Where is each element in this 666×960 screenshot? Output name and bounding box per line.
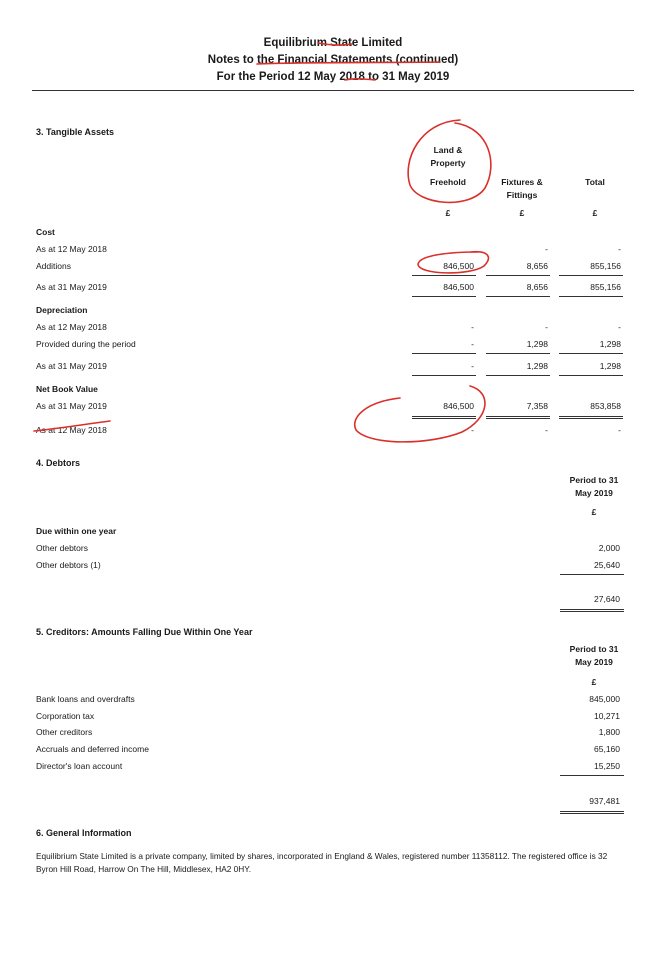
creditor-row-value: 845,000	[589, 694, 620, 704]
nbv-row-land: -	[471, 425, 474, 435]
cost-row-land: 846,500	[443, 282, 474, 292]
dep-total-rule	[486, 375, 550, 376]
currency-fixtures: £	[519, 208, 525, 218]
debtors-group-label: Due within one year	[36, 526, 117, 536]
nbv-rule	[559, 418, 623, 419]
cost-row-total: -	[618, 244, 621, 254]
cost-row-label: Additions	[36, 261, 71, 271]
cost-total-rule	[559, 296, 623, 297]
dep-row-label: As at 31 May 2019	[36, 361, 107, 371]
nbv-rule	[486, 418, 550, 419]
dep-row-total: 1,298	[599, 339, 621, 349]
cost-row-land: 846,500	[443, 261, 474, 271]
general-heading: 6. General Information	[36, 828, 132, 838]
cost-row-label: As at 31 May 2019	[36, 282, 107, 292]
debtors-heading: 4. Debtors	[36, 458, 81, 468]
nbv-row-fixtures: -	[545, 425, 548, 435]
debtors-total-rule	[560, 609, 624, 610]
cost-label: Cost	[36, 227, 55, 237]
cost-row-fixtures: -	[545, 244, 548, 254]
dep-row-land: -	[471, 361, 474, 371]
creditors-total: 937,481	[589, 796, 620, 806]
dep-row-total: -	[618, 322, 621, 332]
dep-sum-rule	[559, 353, 623, 354]
debtors-currency: £	[591, 507, 597, 517]
currency-land: £	[445, 208, 451, 218]
cost-sum-rule	[412, 275, 476, 276]
dep-row-fixtures: -	[545, 322, 548, 332]
nbv-rule	[486, 416, 550, 417]
depreciation-label: Depreciation	[36, 305, 88, 315]
cost-row-total: 855,156	[590, 261, 621, 271]
debtor-row-value: 25,640	[594, 560, 620, 570]
creditors-total-rule	[560, 813, 624, 814]
creditors-heading: 5. Creditors: Amounts Falling Due Within One Year	[36, 627, 253, 637]
debtor-row-label: Other debtors	[36, 543, 88, 553]
creditor-row-label: Accruals and deferred income	[36, 744, 149, 754]
dep-row-land: -	[471, 322, 474, 332]
company-name: Equilibrium State Limited	[263, 37, 403, 49]
nbv-row-label: As at 12 May 2018	[36, 425, 107, 435]
dep-sum-rule	[412, 353, 476, 354]
dep-total-rule	[412, 375, 476, 376]
notes-title: Notes to the Financial Statements (continued)	[207, 54, 459, 66]
debtors-sum-rule	[560, 574, 624, 575]
creditor-row-label: Bank loans and overdrafts	[36, 694, 135, 704]
cost-row-fixtures: 8,656	[526, 261, 548, 271]
cost-row-fixtures: 8,656	[526, 282, 548, 292]
nbv-row-total: -	[618, 425, 621, 435]
header-rule	[32, 90, 634, 91]
dep-row-fixtures: 1,298	[526, 339, 548, 349]
nbv-rule	[412, 418, 476, 419]
dep-sum-rule	[486, 353, 550, 354]
creditors-total-rule	[560, 811, 624, 812]
col-total-head: Total	[585, 177, 605, 187]
debtors-total: 27,640	[594, 594, 620, 604]
nbv-rule	[412, 416, 476, 417]
cost-sum-rule	[559, 275, 623, 276]
dep-row-label: As at 12 May 2018	[36, 322, 107, 332]
dep-row-total: 1,298	[599, 361, 621, 371]
currency-total: £	[592, 208, 598, 218]
general-text: Equilibrium State Limited is a private company, limited by shares, incorporated in England & Wales, registered number 11358112. The registered office is 32 Byron Hill Road, Harrow On The Hill, Middlesex, HA2 0HY.	[36, 851, 608, 874]
creditor-row-value: 10,271	[594, 711, 620, 721]
period-title: For the Period 12 May 2018 to 31 May 2019	[216, 71, 450, 83]
debtors-total-rule	[560, 611, 624, 612]
creditor-row-label: Corporation tax	[36, 711, 95, 721]
cost-total-rule	[486, 296, 550, 297]
nbv-rule	[559, 416, 623, 417]
creditor-row-value: 1,800	[598, 727, 620, 737]
tangible-heading: 3. Tangible Assets	[36, 127, 115, 137]
creditor-row-label: Director's loan account	[36, 761, 123, 771]
col-land-head: Land & Property Freehold	[430, 145, 466, 187]
dep-row-fixtures: 1,298	[526, 361, 548, 371]
nbv-label: Net Book Value	[36, 384, 98, 394]
debtors-col-head: Period to 31 May 2019	[569, 475, 619, 498]
cost-sum-rule	[486, 275, 550, 276]
creditors-currency: £	[591, 677, 597, 687]
creditor-row-value: 15,250	[594, 761, 620, 771]
creditor-row-value: 65,160	[594, 744, 620, 754]
debtor-row-label: Other debtors (1)	[36, 560, 101, 570]
dep-row-label: Provided during the period	[36, 339, 136, 349]
creditor-row-label: Other creditors	[36, 727, 93, 737]
cost-row-label: As at 12 May 2018	[36, 244, 107, 254]
creditors-col-head: Period to 31 May 2019	[569, 644, 619, 667]
creditors-sum-rule	[560, 775, 624, 776]
dep-row-land: -	[471, 339, 474, 349]
cost-row-total: 855,156	[590, 282, 621, 292]
nbv-row-label: As at 31 May 2019	[36, 401, 107, 411]
cost-total-rule	[412, 296, 476, 297]
nbv-row-fixtures: 7,358	[526, 401, 548, 411]
col-fixtures-head: Fixtures & Fittings	[501, 177, 543, 200]
nbv-row-total: 853,858	[590, 401, 621, 411]
nbv-row-land: 846,500	[443, 401, 474, 411]
debtor-row-value: 2,000	[598, 543, 620, 553]
dep-total-rule	[559, 375, 623, 376]
